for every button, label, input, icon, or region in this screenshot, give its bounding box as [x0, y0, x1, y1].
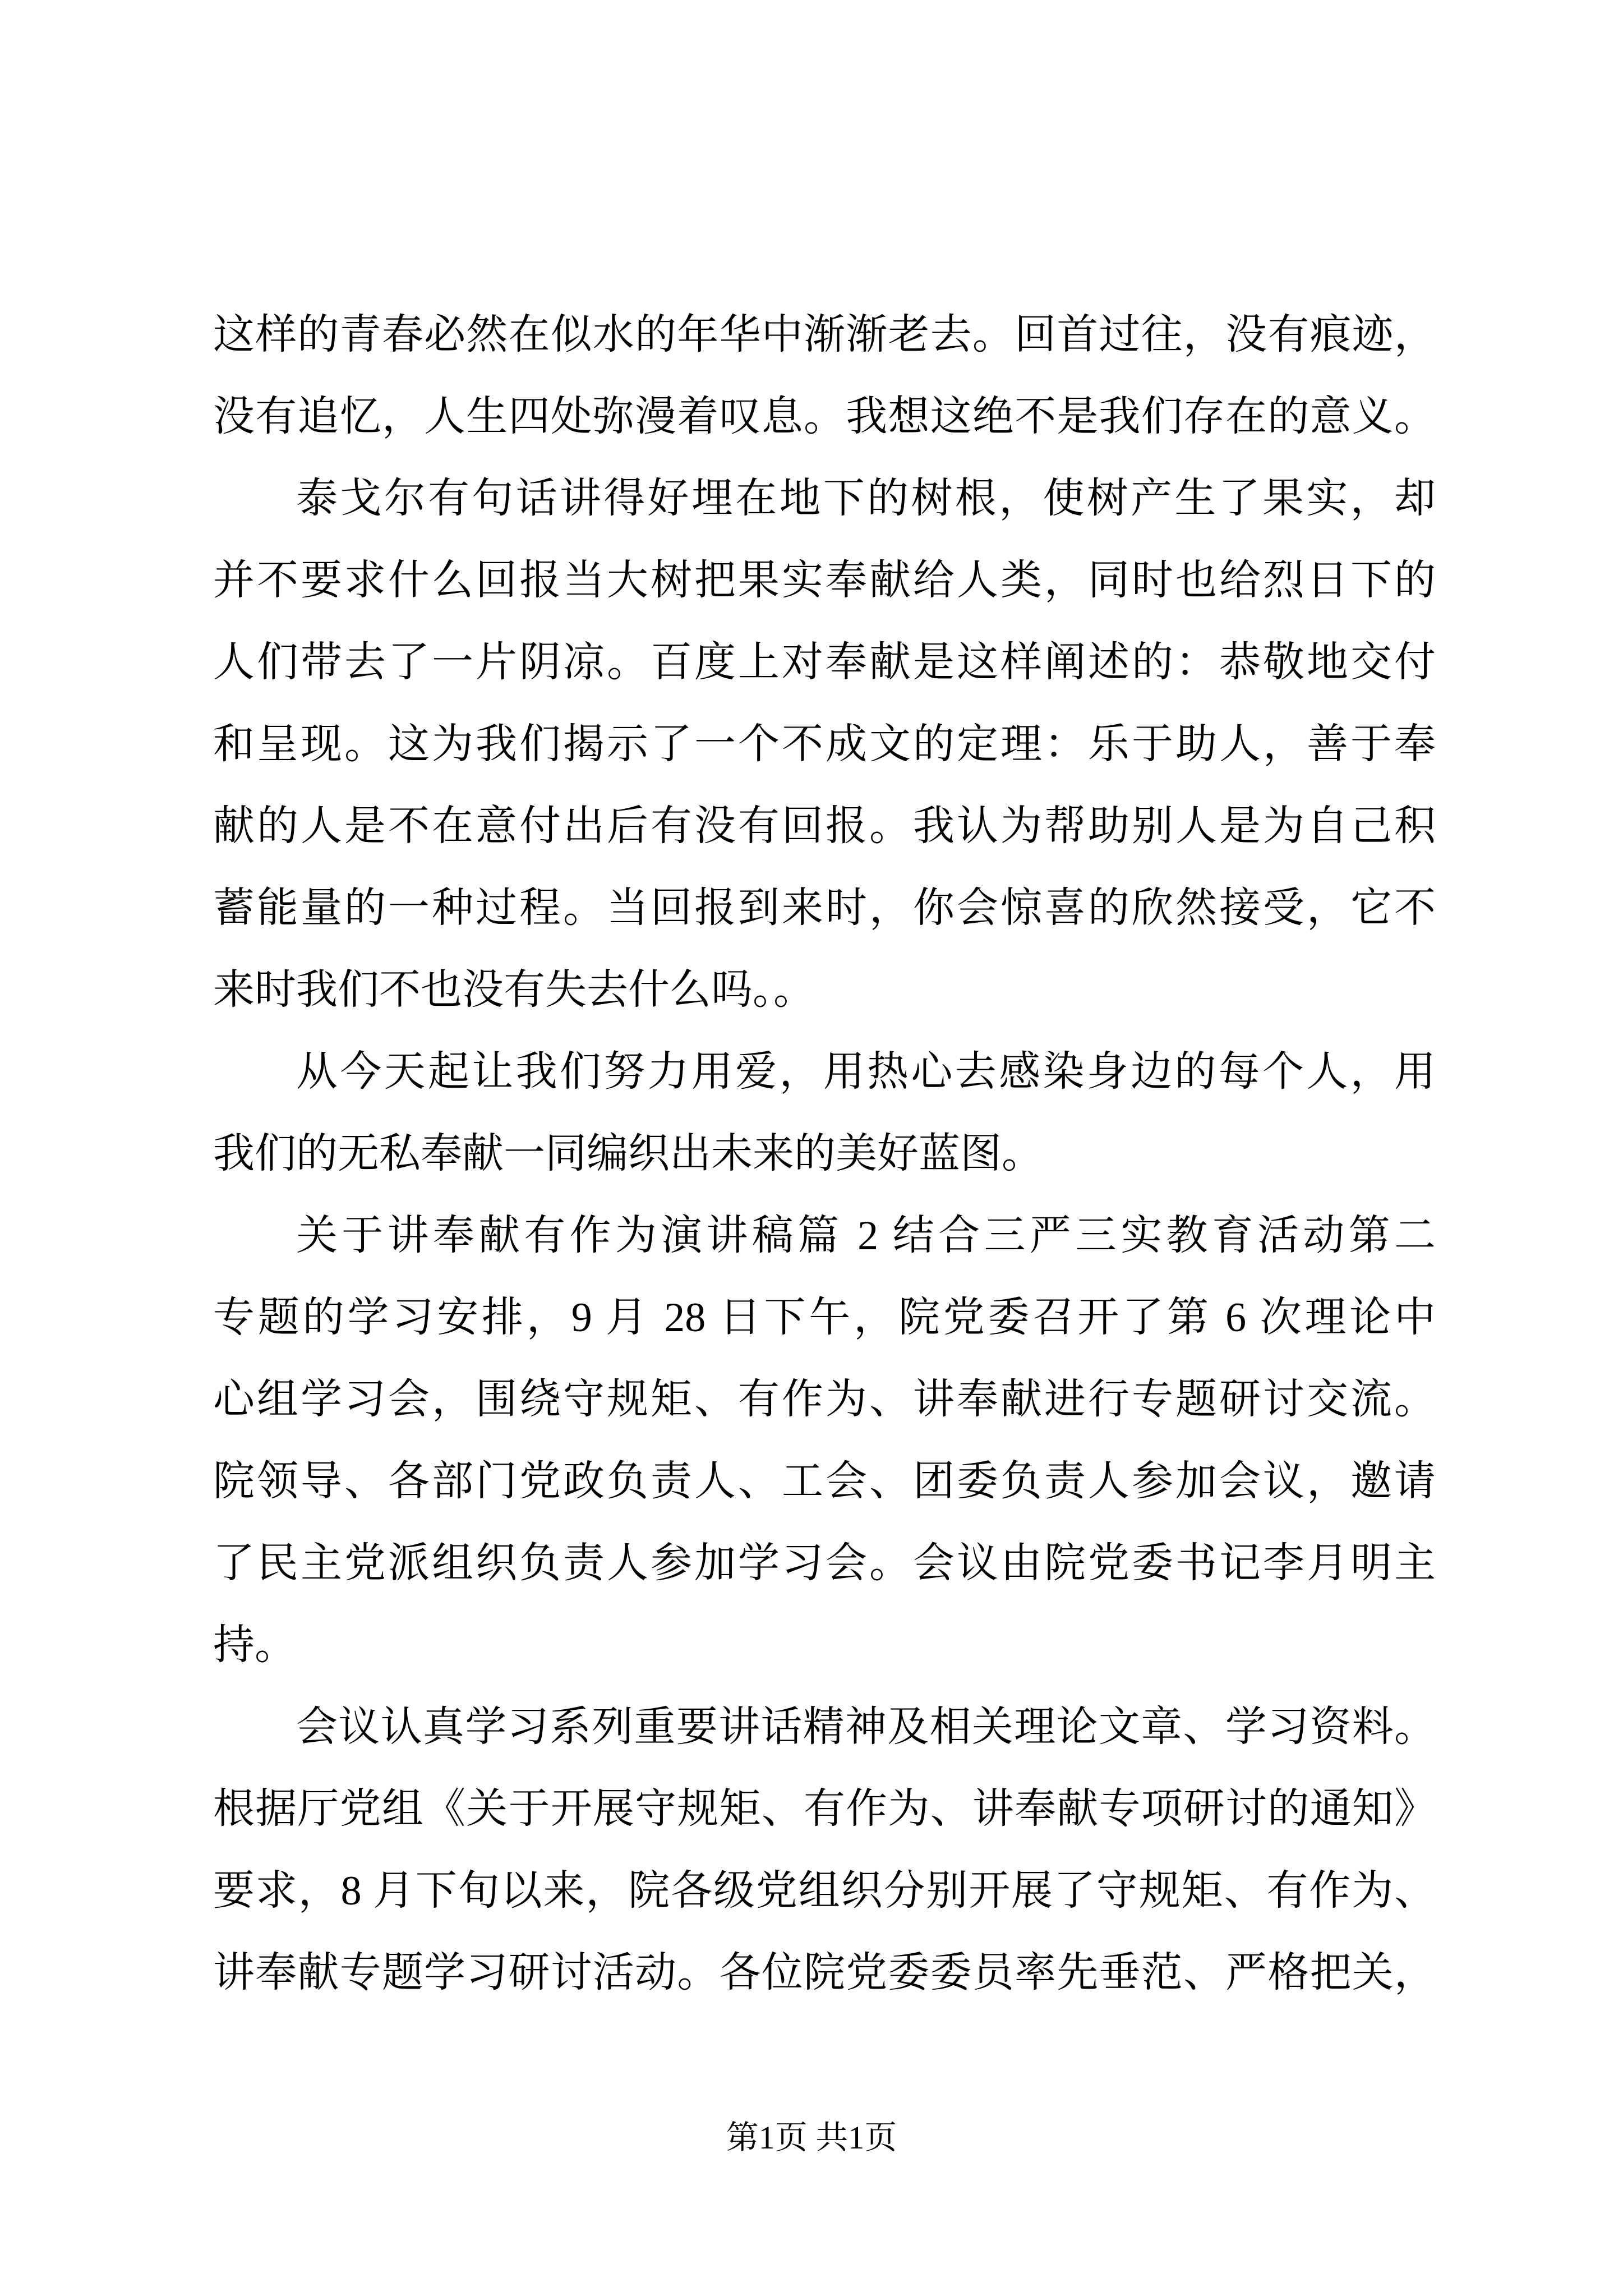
text-line: 蓄能量的一种过程。当回报到来时，你会惊喜的欣然接受，它不 [213, 885, 1436, 931]
text-line: 从今天起让我们努力用爱，用热心去感染身边的每个人，用 [296, 1049, 1436, 1095]
text-line: 我们的无私奉献一同编织出未来的美好蓝图。 [213, 1131, 1043, 1177]
text-line: 献的人是不在意付出后有没有回报。我认为帮助别人是为自己积 [213, 803, 1436, 849]
text-line: 持。 [213, 1622, 296, 1668]
text-line: 专题的学习安排，9 月 28 日下午，院党委召开了第 6 次理论中 [213, 1295, 1436, 1341]
text-line: 心组学习会，围绕守规矩、有作为、讲奉献进行专题研讨交流。 [213, 1377, 1436, 1423]
text-line: 要求，8 月下旬以来，院各级党组织分别开展了守规矩、有作为、 [213, 1868, 1436, 1914]
text-line: 人们带去了一片阴凉。百度上对奉献是这样阐述的：恭敬地交付 [213, 639, 1436, 685]
text-line: 并不要求什么回报当大树把果实奉献给人类，同时也给烈日下的 [213, 558, 1436, 604]
text-line: 这样的青春必然在似水的年华中渐渐老去。回首过往，没有痕迹， [213, 312, 1436, 358]
text-line: 来时我们不也没有失去什么吗。。 [213, 967, 815, 1013]
text-line: 关于讲奉献有作为演讲稿篇 2 结合三严三实教育活动第二 [296, 1213, 1436, 1259]
text-line: 和呈现。这为我们揭示了一个不成文的定理：乐于助人，善于奉 [213, 721, 1436, 767]
page-footer [0, 2118, 1623, 2157]
page-indicator: 第1页 共1页 [726, 2119, 897, 2156]
text-line: 没有追忆，人生四处弥漫着叹息。我想这绝不是我们存在的意义。 [213, 394, 1436, 440]
text-line: 泰戈尔有句话讲得好埋在地下的树根，使树产生了果实，却 [296, 476, 1436, 522]
text-line: 会议认真学习系列重要讲话精神及相关理论文章、学习资料。 [296, 1704, 1436, 1750]
text-line: 院领导、各部门党政负责人、工会、团委负责人参加会议，邀请 [213, 1458, 1436, 1504]
text-line: 了民主党派组织负责人参加学习会。会议由院党委书记李月明主 [213, 1540, 1436, 1586]
body-text [213, 294, 1436, 2014]
text-line: 讲奉献专题学习研讨活动。各位院党委委员率先垂范、严格把关， [213, 1950, 1436, 1996]
text-line: 根据厅党组《关于开展守规矩、有作为、讲奉献专项研讨的通知》 [213, 1786, 1436, 1832]
